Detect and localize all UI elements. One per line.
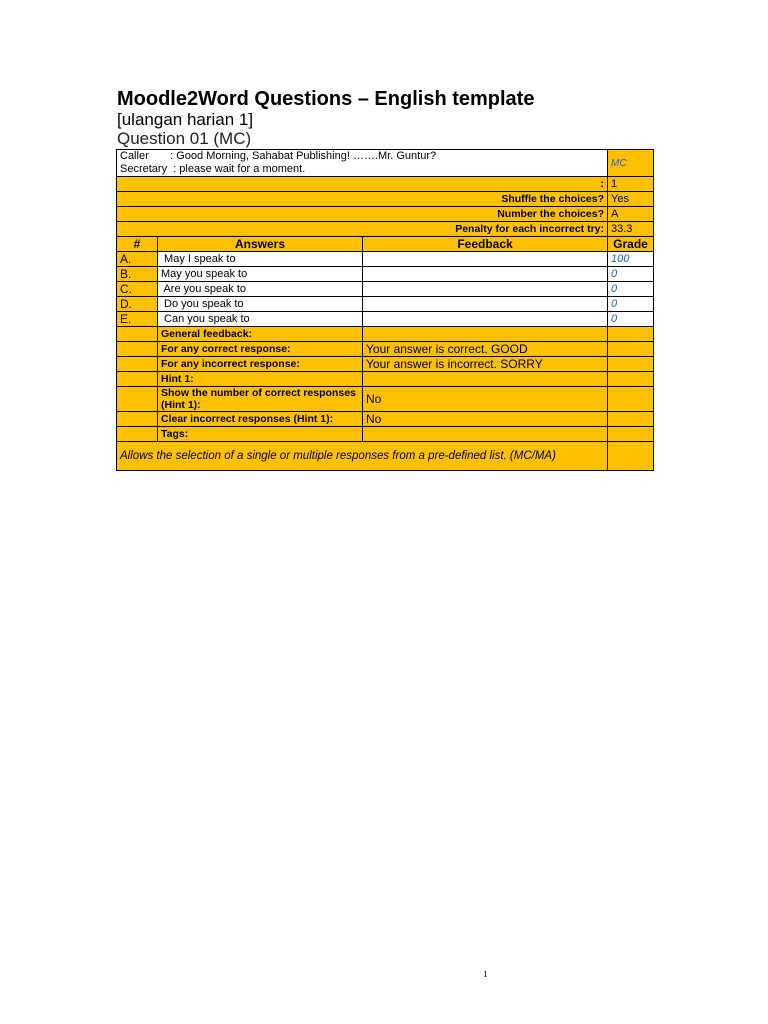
- general-feedback-label: General feedback:: [158, 327, 363, 342]
- penalty-label: Penalty for each incorrect try:: [117, 222, 608, 237]
- col-header-feedback: Feedback: [363, 237, 608, 252]
- answer-letter: D.: [117, 297, 158, 312]
- tags-label: Tags:: [158, 427, 363, 442]
- clear-incorrect-value[interactable]: No: [363, 412, 608, 427]
- answer-feedback[interactable]: [363, 312, 608, 327]
- answer-text[interactable]: Do you speak to: [158, 297, 363, 312]
- answer-row: [117, 312, 654, 327]
- incorrect-feedback-label: For any incorrect response:: [158, 357, 363, 372]
- tags-row: [117, 427, 654, 442]
- answer-row: [117, 267, 654, 282]
- question-text-line-2: Secretary : please wait for a moment.: [120, 163, 306, 175]
- shuffle-row: [117, 192, 654, 207]
- answer-feedback[interactable]: [363, 297, 608, 312]
- answer-grade[interactable]: 0: [608, 282, 654, 297]
- penalty-value[interactable]: 33.3: [608, 222, 654, 237]
- answer-text[interactable]: May you speak to: [158, 267, 363, 282]
- answer-text[interactable]: Can you speak to: [158, 312, 363, 327]
- answer-feedback[interactable]: [363, 252, 608, 267]
- correct-feedback-label: For any correct response:: [158, 342, 363, 357]
- penalty-row: [117, 222, 654, 237]
- answer-grade[interactable]: 100: [608, 252, 654, 267]
- document-title: Moodle2Word Questions – English template: [117, 88, 535, 110]
- answer-feedback[interactable]: [363, 267, 608, 282]
- answer-feedback[interactable]: [363, 282, 608, 297]
- incorrect-feedback-value[interactable]: Your answer is incorrect. SORRY: [363, 357, 608, 372]
- clear-incorrect-label: Clear incorrect responses (Hint 1):: [158, 412, 363, 427]
- answer-text[interactable]: Are you speak to: [158, 282, 363, 297]
- answer-letter: B.: [117, 267, 158, 282]
- document-subtitle: [ulangan harian 1]: [117, 110, 254, 129]
- hint-row: [117, 372, 654, 387]
- question-text-cell[interactable]: [117, 150, 608, 177]
- incorrect-feedback-row: [117, 357, 654, 372]
- number-choices-label: Number the choices?: [117, 207, 608, 222]
- answer-letter: E.: [117, 312, 158, 327]
- question-text-line-1: Caller : Good Morning, Sahabat Publishing! …….Mr. Guntur?: [120, 150, 437, 162]
- answer-row: [117, 297, 654, 312]
- question-id-value[interactable]: 1: [608, 177, 654, 192]
- answer-grade[interactable]: 0: [608, 297, 654, 312]
- general-feedback-row: [117, 327, 654, 342]
- correct-feedback-value[interactable]: Your answer is correct. GOOD: [363, 342, 608, 357]
- correct-feedback-row: [117, 342, 654, 357]
- show-number-value[interactable]: No: [363, 387, 608, 412]
- question-type-description: Allows the selection of a single or multiple responses from a pre-defined list. (MC/MA): [117, 442, 608, 471]
- answer-grade[interactable]: 0: [608, 267, 654, 282]
- answer-row: [117, 252, 654, 267]
- question-type-code: MC: [608, 150, 654, 177]
- answer-letter: A.: [117, 252, 158, 267]
- answer-row: [117, 282, 654, 297]
- hint-label: Hint 1:: [158, 372, 363, 387]
- col-header-number: #: [117, 237, 158, 252]
- page-number: 1: [483, 969, 488, 979]
- number-choices-value[interactable]: A: [608, 207, 654, 222]
- col-header-grade: Grade: [608, 237, 654, 252]
- question-text-row: [117, 150, 654, 177]
- show-number-label: Show the number of correct responses (Hint 1):: [158, 387, 363, 412]
- question-table: [116, 149, 654, 471]
- answer-text[interactable]: May I speak to: [158, 252, 363, 267]
- col-header-answers: Answers: [158, 237, 363, 252]
- hint-value[interactable]: [363, 372, 608, 387]
- number-choices-row: [117, 207, 654, 222]
- shuffle-value[interactable]: Yes: [608, 192, 654, 207]
- question-heading: Question 01 (MC): [117, 129, 252, 148]
- question-id-label: :: [117, 177, 608, 192]
- answer-grade[interactable]: 0: [608, 312, 654, 327]
- description-row: [117, 442, 654, 471]
- shuffle-label: Shuffle the choices?: [117, 192, 608, 207]
- tags-value[interactable]: [363, 427, 608, 442]
- show-number-row: [117, 387, 654, 412]
- clear-incorrect-row: [117, 412, 654, 427]
- answer-letter: C.: [117, 282, 158, 297]
- answers-header-row: [117, 237, 654, 252]
- general-feedback-value[interactable]: [363, 327, 608, 342]
- question-id-row: [117, 177, 654, 192]
